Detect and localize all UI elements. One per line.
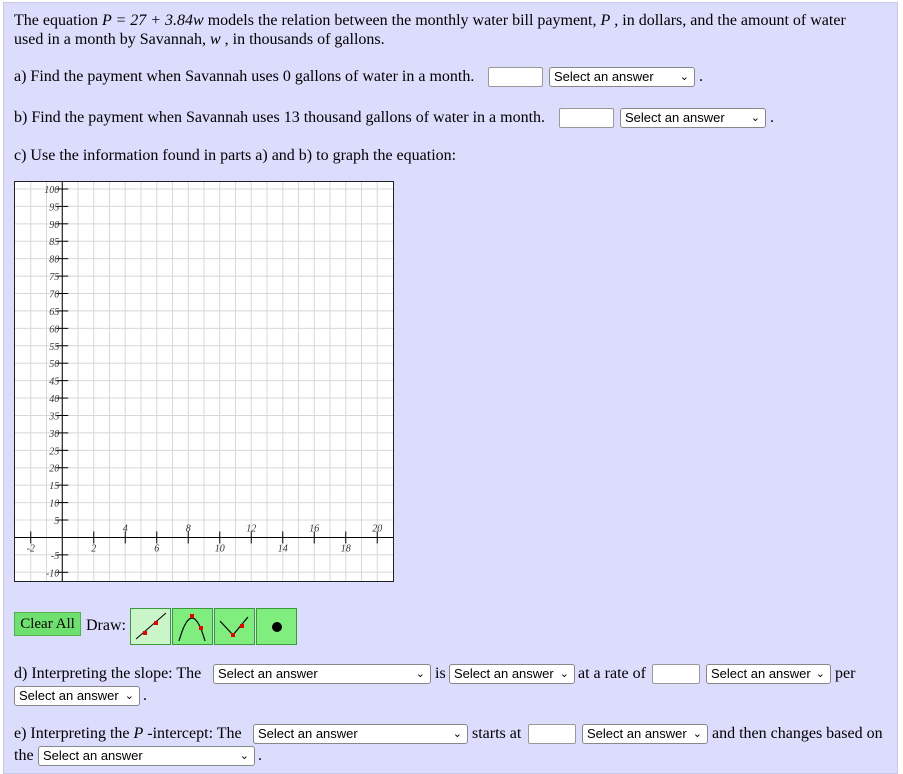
y-tick-label: 35 — [49, 411, 60, 423]
point-tool-icon — [257, 609, 296, 644]
select-value: Select an answer — [43, 748, 143, 763]
part-e-quantity-select[interactable] — [253, 724, 468, 744]
part-e-text: -intercept: The — [143, 725, 242, 742]
x-tick-label: 2 — [91, 543, 97, 555]
changes-text: and then changes based on — [712, 725, 883, 742]
select-value: Select an answer — [711, 666, 811, 681]
absolute-value-tool-button[interactable] — [214, 608, 255, 645]
intro-text: models the relation between the monthly water bill payment, — [203, 12, 601, 29]
y-tick-label: 100 — [44, 184, 60, 196]
select-value: Select an answer — [454, 666, 554, 681]
x-tick-label: 16 — [309, 523, 320, 535]
intro-line-2 — [14, 31, 385, 49]
intro-text: , in dollars, and the amount of water — [610, 12, 846, 29]
chevron-down-icon: ⌄ — [692, 727, 702, 740]
part-e-basis-select[interactable] — [38, 746, 255, 766]
select-value: Select an answer — [19, 688, 119, 703]
chevron-down-icon: ⌄ — [750, 111, 760, 124]
per-text: per — [835, 665, 856, 682]
x-tick-label: 20 — [372, 523, 383, 535]
y-tick-label: 10 — [49, 498, 60, 510]
y-tick-label: 85 — [49, 237, 60, 249]
x-tick-label: 12 — [246, 523, 257, 535]
part-a-answer-input[interactable] — [488, 67, 543, 87]
period: . — [699, 68, 703, 85]
part-b-question: b) Find the payment when Savannah uses 13 thousand gallons of water in a month. — [14, 109, 546, 126]
x-tick-label: 18 — [340, 543, 351, 555]
select-value: Select an answer — [258, 726, 358, 741]
y-tick-label: -5 — [50, 550, 60, 562]
part-b-unit-select[interactable] — [620, 108, 766, 128]
y-tick-label: 30 — [49, 428, 60, 440]
line-tool-button[interactable] — [130, 608, 171, 645]
chevron-down-icon: ⌄ — [815, 667, 825, 680]
part-e-unit-select[interactable] — [582, 724, 708, 744]
part-a-question: a) Find the payment when Savannah uses 0 gallons of water in a month. — [14, 68, 475, 85]
part-d-direction-select[interactable] — [449, 664, 575, 684]
chevron-down-icon: ⌄ — [559, 667, 569, 680]
point-tool-button[interactable] — [256, 608, 297, 645]
y-tick-label: 65 — [49, 306, 60, 318]
y-tick-label: -10 — [45, 568, 60, 580]
x-tick-label: 6 — [154, 543, 160, 555]
select-value: Select an answer — [218, 666, 318, 681]
x-tick-label: -2 — [26, 543, 35, 555]
variable-p: P — [600, 12, 611, 29]
chevron-down-icon: ⌄ — [415, 667, 425, 680]
part-e-start-input[interactable] — [528, 724, 576, 744]
select-value: Select an answer — [587, 726, 687, 741]
parabola-tool-icon — [173, 609, 212, 644]
intro-text: used in a month by Savannah, — [14, 31, 210, 48]
part-e-text: e) Interpreting the — [14, 725, 134, 742]
y-tick-label: 50 — [49, 359, 60, 371]
starts-at-text: starts at — [472, 725, 522, 742]
period: . — [770, 109, 774, 126]
intro-line-1 — [14, 12, 846, 30]
y-tick-label: 95 — [49, 202, 60, 214]
variable-p: P — [133, 725, 144, 742]
equation: P = 27 + 3.84w — [101, 12, 204, 29]
period: . — [143, 687, 147, 704]
select-value: Select an answer — [625, 110, 725, 125]
graph-canvas[interactable] — [14, 181, 394, 582]
absolute-value-tool-icon — [215, 609, 254, 644]
y-tick-label: 15 — [49, 481, 60, 493]
part-d-unit-select[interactable] — [706, 664, 831, 684]
chevron-down-icon: ⌄ — [679, 70, 689, 83]
chevron-down-icon: ⌄ — [452, 727, 462, 740]
parabola-tool-button[interactable] — [172, 608, 213, 645]
y-tick-label: 80 — [49, 254, 60, 266]
y-tick-label: 75 — [49, 272, 60, 284]
y-tick-label: 5 — [54, 516, 60, 528]
select-value: Select an answer — [554, 69, 654, 84]
the-text: the — [14, 747, 34, 764]
part-d-quantity-select[interactable] — [213, 664, 431, 684]
x-tick-label: 14 — [277, 543, 288, 555]
y-tick-label: 60 — [49, 324, 60, 336]
y-tick-label: 70 — [49, 289, 60, 301]
intro-text: , in thousands of gallons. — [220, 31, 385, 48]
line-tool-icon — [131, 609, 170, 644]
y-tick-label: 55 — [49, 341, 60, 353]
part-a-unit-select[interactable] — [549, 67, 695, 87]
part-e-label — [14, 725, 242, 743]
y-tick-label: 20 — [49, 463, 60, 475]
is-text: is — [435, 665, 446, 682]
graph-grid — [15, 182, 393, 581]
y-tick-label: 90 — [49, 219, 60, 231]
part-b-answer-input[interactable] — [559, 108, 614, 128]
chevron-down-icon: ⌄ — [124, 689, 134, 702]
x-tick-label: 8 — [185, 523, 191, 535]
clear-all-button[interactable]: Clear All — [14, 612, 81, 636]
chevron-down-icon: ⌄ — [239, 749, 249, 762]
part-d-per-unit-select[interactable] — [14, 686, 140, 706]
x-tick-label: 10 — [214, 543, 225, 555]
period: . — [258, 747, 262, 764]
part-d-rate-input[interactable] — [652, 664, 700, 684]
variable-w: w — [209, 31, 221, 48]
y-tick-label: 45 — [49, 376, 60, 388]
draw-label: Draw: — [86, 617, 126, 634]
y-tick-label: 40 — [49, 394, 60, 406]
part-c-question: c) Use the information found in parts a) and b) to graph the equation: — [14, 147, 457, 164]
intro-text: The equation — [14, 12, 102, 29]
rate-text: at a rate of — [578, 665, 646, 682]
part-d-label: d) Interpreting the slope: The — [14, 665, 202, 682]
y-tick-label: 25 — [49, 446, 60, 458]
x-tick-label: 4 — [122, 523, 128, 535]
